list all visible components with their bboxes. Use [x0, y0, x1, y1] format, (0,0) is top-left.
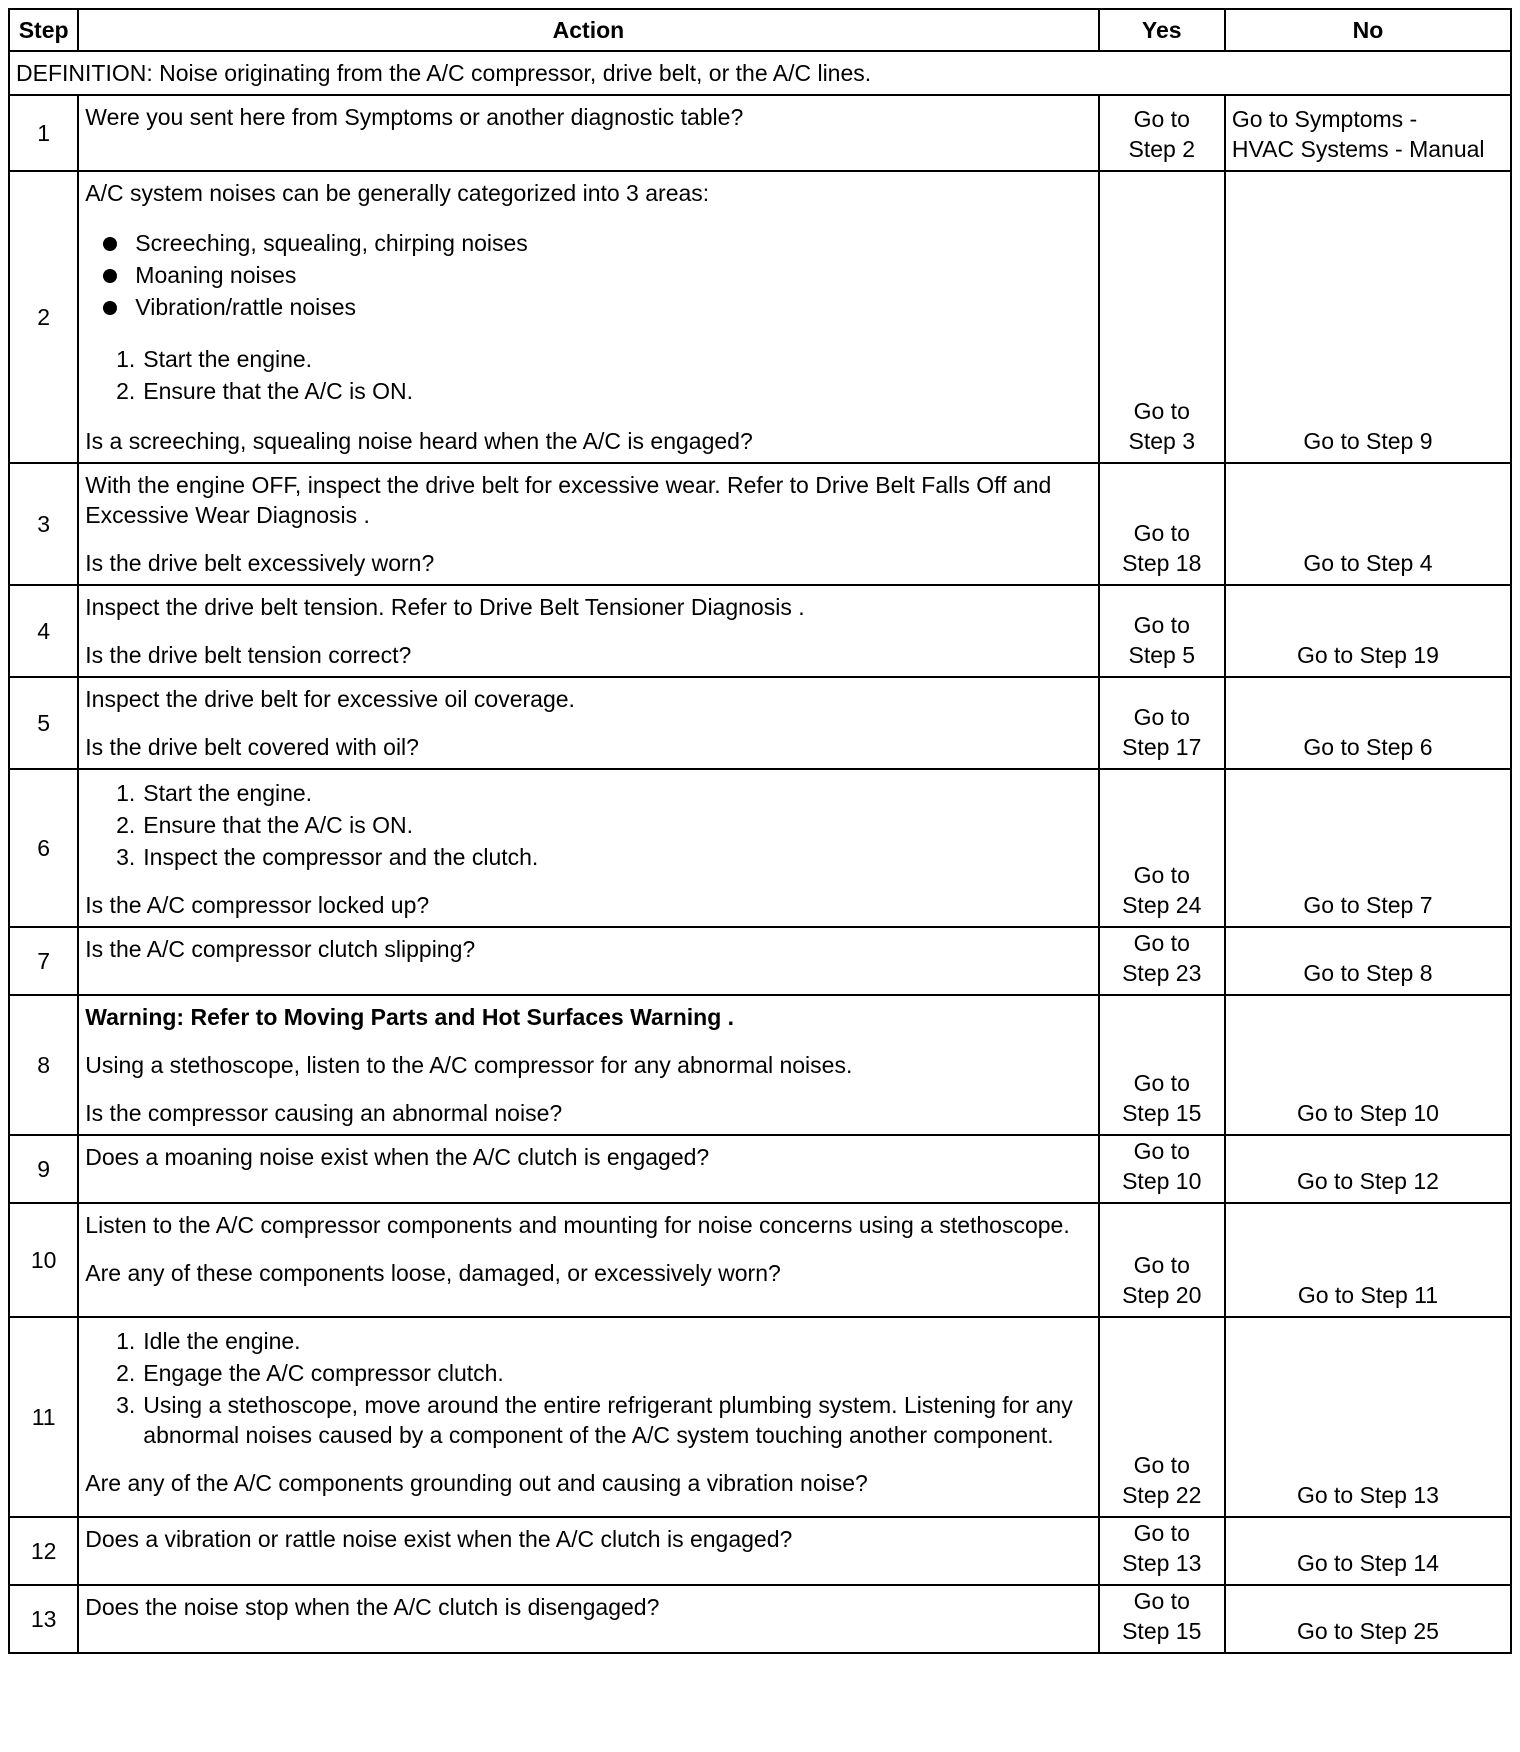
table-row [9, 677, 1511, 769]
yes-link[interactable]: Go to Step 3 [1128, 398, 1195, 454]
table-row [9, 769, 1511, 927]
list-item: Vibration/rattle noises [103, 292, 1089, 322]
yes-cell [1099, 1317, 1225, 1517]
yes-cell [1099, 1203, 1225, 1317]
no-link[interactable]: Go to Step 25 [1296, 1618, 1439, 1644]
yes-cell [1099, 1135, 1225, 1203]
yes-cell [1099, 171, 1225, 463]
yes-cell [1099, 463, 1225, 585]
no-link[interactable]: Go to Step 19 [1296, 642, 1439, 668]
header-action: Action [78, 9, 1098, 51]
table-row [9, 1585, 1511, 1653]
step-number: 7 [9, 927, 78, 995]
yes-link[interactable]: Go to Step 18 [1122, 520, 1202, 576]
header-row [9, 9, 1511, 51]
no-link[interactable]: Go to Symptoms - HVAC Systems - Manual [1231, 106, 1485, 162]
no-link[interactable]: Go to Step 12 [1296, 1168, 1439, 1194]
header-step: Step [9, 9, 78, 51]
yes-cell [1099, 1517, 1225, 1585]
yes-link[interactable]: Go to Step 24 [1122, 862, 1202, 918]
yes-link[interactable]: Go to Step 13 [1122, 1520, 1202, 1576]
step-number: 12 [9, 1517, 78, 1585]
step-number: 10 [9, 1203, 78, 1317]
step-number: 11 [9, 1317, 78, 1517]
step-number: 2 [9, 171, 78, 463]
list-item: 1. Start the engine. [116, 780, 313, 806]
question-text: Is the compressor causing an abnormal noise? [85, 1100, 563, 1126]
list-item: Screeching, squealing, chirping noises [103, 228, 1089, 258]
yes-cell [1099, 95, 1225, 171]
list-item: 3. Inspect the compressor and the clutch. [116, 844, 539, 870]
question-text: Is the drive belt excessively worn? [85, 550, 435, 576]
step-number: 9 [9, 1135, 78, 1203]
step-number: 5 [9, 677, 78, 769]
intro-text: Inspect the drive belt for excessive oil coverage. [85, 686, 575, 712]
question-text: Are any of these components loose, damaged, or excessively worn? [85, 1260, 781, 1286]
no-cell [1225, 1203, 1511, 1317]
table-row [9, 585, 1511, 677]
yes-link[interactable]: Go to Step 10 [1122, 1138, 1202, 1194]
definition-text: DEFINITION: Noise originating from the A/C compressor, drive belt, or the A/C lines. [9, 51, 1511, 95]
numbered-list [85, 778, 1089, 872]
action-cell [78, 995, 1098, 1135]
step-number: 1 [9, 95, 78, 171]
bullet-list [85, 228, 1089, 322]
numbered-list [85, 1326, 1089, 1450]
intro-text: Listen to the A/C compressor components and mounting for noise concerns using a stethoscope. [85, 1212, 1070, 1238]
no-cell [1225, 1585, 1511, 1653]
yes-link[interactable]: Go to Step 23 [1122, 930, 1202, 986]
yes-cell [1099, 1585, 1225, 1653]
action-cell [78, 171, 1098, 463]
action-cell [78, 1317, 1098, 1517]
yes-link[interactable]: Go to Step 15 [1122, 1070, 1202, 1126]
table-row [9, 463, 1511, 585]
no-cell [1225, 927, 1511, 995]
no-cell [1225, 463, 1511, 585]
table-row [9, 1517, 1511, 1585]
no-link[interactable]: Go to Step 4 [1303, 550, 1433, 576]
no-link[interactable]: Go to Step 9 [1303, 428, 1433, 454]
list-item: Moaning noises [103, 260, 1089, 290]
yes-cell [1099, 677, 1225, 769]
no-link[interactable]: Go to Step 13 [1296, 1482, 1439, 1508]
no-cell [1225, 585, 1511, 677]
step-number: 6 [9, 769, 78, 927]
list-item: 2. Ensure that the A/C is ON. [116, 378, 414, 404]
no-cell [1225, 769, 1511, 927]
intro-text: Using a stethoscope, listen to the A/C compressor for any abnormal noises. [85, 1052, 853, 1078]
definition-row [9, 51, 1511, 95]
action-cell [78, 769, 1098, 927]
diagnostic-table-container [8, 8, 1512, 1654]
intro-text: Inspect the drive belt tension. Refer to Drive Belt Tensioner Diagnosis . [85, 594, 805, 620]
yes-link[interactable]: Go to Step 20 [1122, 1252, 1202, 1308]
question-text: Is a screeching, squealing noise heard when the A/C is engaged? [85, 428, 753, 454]
question-text: Is the A/C compressor locked up? [85, 892, 430, 918]
header-yes: Yes [1099, 9, 1225, 51]
step-number: 8 [9, 995, 78, 1135]
yes-cell [1099, 769, 1225, 927]
list-item: 2. Ensure that the A/C is ON. [116, 812, 414, 838]
list-item: 3. Using a stethoscope, move around the entire refrigerant plumbing system. Listening for any abnormal noises caused by a component of the A/C system touching another component. [116, 1392, 1073, 1448]
action-cell [78, 1203, 1098, 1317]
action-cell [78, 927, 1098, 995]
list-item: 2. Engage the A/C compressor clutch. [116, 1360, 504, 1386]
no-link[interactable]: Go to Step 7 [1303, 892, 1433, 918]
numbered-list [85, 344, 1089, 406]
step-number: 13 [9, 1585, 78, 1653]
table-row [9, 927, 1511, 995]
action-cell [78, 1135, 1098, 1203]
table-row [9, 1203, 1511, 1317]
question-text: Does the noise stop when the A/C clutch is disengaged? [85, 1594, 660, 1620]
diagnostic-table [8, 8, 1512, 1654]
yes-link[interactable]: Go to Step 22 [1122, 1452, 1202, 1508]
intro-text: With the engine OFF, inspect the drive belt for excessive wear. Refer to Drive Belt Falls Off and Excessive Wear Diagnosis . [85, 472, 1052, 528]
list-item: 1. Start the engine. [116, 346, 313, 372]
question-text: Does a vibration or rattle noise exist when the A/C clutch is engaged? [85, 1526, 793, 1552]
yes-link[interactable]: Go to Step 2 [1128, 106, 1195, 162]
warning-text: Warning: Refer to Moving Parts and Hot Surfaces Warning . [85, 1004, 735, 1030]
no-cell [1225, 677, 1511, 769]
no-link[interactable]: Go to Step 11 [1297, 1282, 1439, 1308]
no-link[interactable]: Go to Step 10 [1296, 1100, 1439, 1126]
no-cell [1225, 1317, 1511, 1517]
table-row [9, 995, 1511, 1135]
no-cell [1225, 95, 1511, 171]
step-number: 4 [9, 585, 78, 677]
question-text: Does a moaning noise exist when the A/C clutch is engaged? [85, 1144, 710, 1170]
header-no: No [1225, 9, 1511, 51]
no-link[interactable]: Go to Step 8 [1303, 960, 1433, 986]
yes-link[interactable]: Go to Step 15 [1122, 1588, 1202, 1644]
yes-cell [1099, 927, 1225, 995]
yes-link[interactable]: Go to Step 17 [1122, 704, 1202, 760]
no-cell [1225, 1517, 1511, 1585]
question-text: Are any of the A/C components grounding out and causing a vibration noise? [85, 1470, 868, 1496]
table-row [9, 171, 1511, 463]
question-text: Is the A/C compressor clutch slipping? [85, 936, 476, 962]
step-number: 3 [9, 463, 78, 585]
yes-cell [1099, 995, 1225, 1135]
action-cell [78, 1517, 1098, 1585]
action-cell [78, 95, 1098, 171]
yes-cell [1099, 585, 1225, 677]
table-row [9, 95, 1511, 171]
intro-text: A/C system noises can be generally categorized into 3 areas: [85, 180, 710, 206]
action-cell [78, 463, 1098, 585]
question-text: Is the drive belt tension correct? [85, 642, 412, 668]
no-cell [1225, 1135, 1511, 1203]
action-cell [78, 677, 1098, 769]
question-text: Were you sent here from Symptoms or another diagnostic table? [85, 104, 744, 130]
no-link[interactable]: Go to Step 14 [1296, 1550, 1439, 1576]
yes-link[interactable]: Go to Step 5 [1128, 612, 1195, 668]
no-cell [1225, 995, 1511, 1135]
question-text: Is the drive belt covered with oil? [85, 734, 419, 760]
no-cell [1225, 171, 1511, 463]
table-row [9, 1135, 1511, 1203]
action-cell [78, 1585, 1098, 1653]
action-cell [78, 585, 1098, 677]
list-item: 1. Idle the engine. [116, 1328, 301, 1354]
no-link[interactable]: Go to Step 6 [1303, 734, 1433, 760]
table-row [9, 1317, 1511, 1517]
